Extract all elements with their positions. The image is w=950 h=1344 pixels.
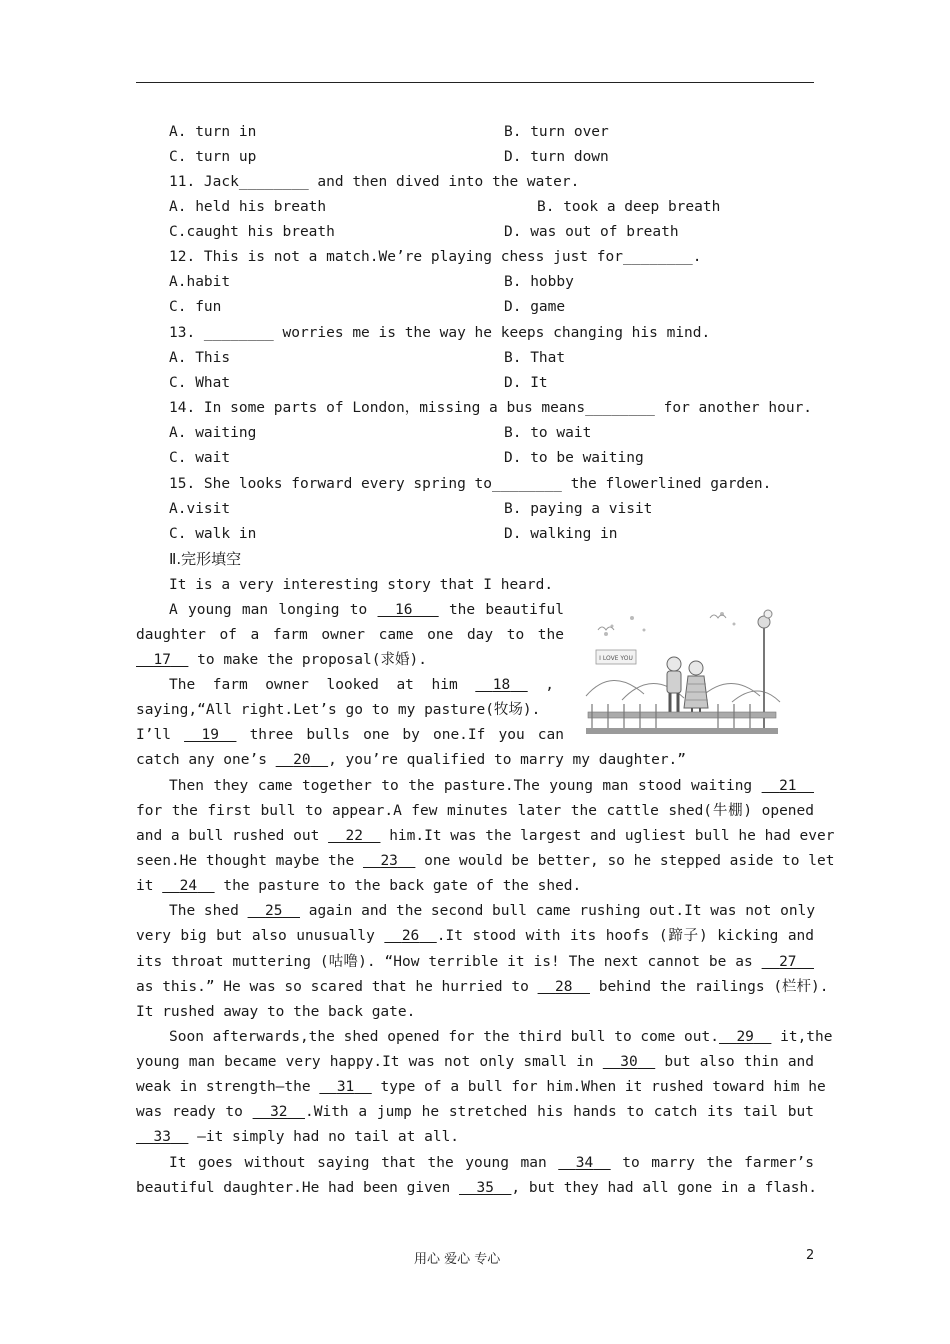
p3-line2: for the first bull to appear.A few minutes later the cattle shed(牛棚) opened: [136, 803, 814, 819]
q10-option-c[interactable]: C. turn up: [169, 149, 257, 165]
blank-19[interactable]: 19: [201, 727, 219, 743]
p1-line2: daughter of a farm owner came one day to the: [136, 627, 564, 643]
p2-line3: I’ll 19 three bulls one by one.If you can: [136, 723, 564, 748]
couple-illustration: [582, 604, 782, 738]
blank-22[interactable]: 22: [345, 828, 363, 844]
q15-option-c[interactable]: C. walk in: [169, 526, 257, 542]
header-rule: [136, 82, 814, 83]
q13-option-d[interactable]: D. It: [504, 375, 548, 391]
blank-33[interactable]: 33: [153, 1129, 171, 1145]
p3-line5: it 24 the pasture to the back gate of the shed.: [136, 874, 581, 899]
p5-line1: Soon afterwards,the shed opened for the third bull to come out. 29 it,the: [169, 1025, 814, 1050]
blank-28[interactable]: 28: [555, 979, 573, 995]
q15-option-b[interactable]: B. paying a visit: [504, 501, 653, 517]
blank-23[interactable]: 23: [380, 853, 398, 869]
blank-24[interactable]: 24: [179, 878, 198, 894]
blank-32[interactable]: 32: [270, 1104, 288, 1120]
blank-20[interactable]: 20: [293, 752, 311, 768]
q15-stem: 15. She looks forward every spring to________ the flowerlined garden.: [169, 476, 772, 492]
p4-line4: as this.” He was so scared that he hurried to 28 behind the railings (栏杆).: [136, 975, 814, 1000]
q11-stem: 11. Jack________ and then dived into the water.: [169, 174, 580, 190]
p5-line4: was ready to 32 .With a jump he stretched his hands to catch its tail but: [136, 1100, 814, 1125]
q14-option-b[interactable]: B. to wait: [504, 425, 592, 441]
q10-option-d[interactable]: D. turn down: [504, 149, 609, 165]
p5-line3: weak in strength—the 31 type of a bull for him.When it rushed toward him he: [136, 1075, 814, 1100]
p6-line2: beautiful daughter.He had been given 35 , but they had all gone in a flash.: [136, 1176, 817, 1201]
p3-line1: Then they came together to the pasture.The young man stood waiting 21: [169, 774, 814, 799]
p4-line2: very big but also unusually 26 .It stood with its hoofs (蹄子) kicking and: [136, 924, 814, 949]
p2-line2: saying,“All right.Let’s go to my pasture(牧场).: [136, 702, 541, 718]
blank-26[interactable]: 26: [401, 928, 420, 944]
sign-text: I LOVE YOU: [599, 655, 633, 662]
p2-line1: The farm owner looked at him 18 ,: [169, 673, 554, 698]
blank-25[interactable]: 25: [265, 903, 283, 919]
section-heading: Ⅱ.完形填空: [169, 550, 242, 568]
q10-option-a[interactable]: A. turn in: [169, 124, 257, 140]
q14-stem: 14. In some parts of London，missing a bus means________ for another hour.: [169, 400, 813, 416]
q12-option-a[interactable]: A.habit: [169, 274, 231, 290]
p2-line4: catch any one’s 20 , you’re qualified to marry my daughter.”: [136, 748, 686, 773]
q11-option-b[interactable]: B. took a deep breath: [537, 199, 721, 215]
p4-line5: It rushed away to the back gate.: [136, 1004, 416, 1020]
q12-option-d[interactable]: D. game: [504, 299, 566, 315]
q12-option-c[interactable]: C. fun: [169, 299, 222, 315]
q15-option-d[interactable]: D. walking in: [504, 526, 618, 542]
p3-line3: and a bull rushed out 22 him.It was the largest and ugliest bull he had ever: [136, 824, 814, 849]
q10-option-b[interactable]: B. turn over: [504, 124, 609, 140]
footer-motto: 用心 爱心 专心: [414, 1252, 501, 1267]
q14-option-a[interactable]: A. waiting: [169, 425, 257, 441]
blank-29[interactable]: 29: [736, 1029, 754, 1045]
intro-line: It is a very interesting story that I heard.: [169, 577, 554, 593]
p6-line1: It goes without saying that the young man 34 to marry the farmer’s: [169, 1151, 814, 1176]
q12-option-b[interactable]: B. hobby: [504, 274, 574, 290]
blank-18[interactable]: 18: [492, 677, 511, 693]
q13-option-b[interactable]: B. That: [504, 350, 566, 366]
blank-16[interactable]: 16: [395, 602, 413, 618]
q15-option-a[interactable]: A.visit: [169, 501, 231, 517]
p1-line1: A young man longing to 16 the beautiful: [169, 598, 564, 623]
blank-35[interactable]: 35: [476, 1180, 494, 1196]
blank-17[interactable]: 17: [153, 652, 171, 668]
q12-stem: 12. This is not a match.We’re playing chess just for________.: [169, 249, 702, 265]
p4-line1: The shed 25 again and the second bull came rushing out.It was not only: [169, 899, 814, 924]
q13-option-a[interactable]: A. This: [169, 350, 231, 366]
blank-34[interactable]: 34: [575, 1155, 594, 1171]
q13-stem: 13. ________ worries me is the way he keeps changing his mind.: [169, 325, 711, 341]
q14-option-c[interactable]: C. wait: [169, 450, 231, 466]
blank-27[interactable]: 27: [779, 954, 797, 970]
blank-30[interactable]: 30: [620, 1054, 638, 1070]
q11-option-d[interactable]: D. was out of breath: [504, 224, 679, 240]
p5-line2: young man became very happy.It was not only small in 30 but also thin and: [136, 1050, 814, 1075]
p3-line4: seen.He thought maybe the 23 one would be better, so he stepped aside to let: [136, 849, 814, 874]
blank-21[interactable]: 21: [779, 778, 797, 794]
p5-line5: 33 —it simply had no tail at all.: [136, 1125, 459, 1150]
p1-line3: 17 to make the proposal(求婚).: [136, 648, 427, 673]
page-number: 2: [806, 1248, 815, 1263]
q14-option-d[interactable]: D. to be waiting: [504, 450, 644, 466]
p4-line3: its throat muttering (咕噜). “How terrible it is! The next cannot be as 27: [136, 950, 814, 975]
q11-option-c[interactable]: C.caught his breath: [169, 224, 335, 240]
q13-option-c[interactable]: C. What: [169, 375, 231, 391]
q11-option-a[interactable]: A. held his breath: [169, 199, 327, 215]
blank-31[interactable]: 31: [336, 1079, 355, 1095]
